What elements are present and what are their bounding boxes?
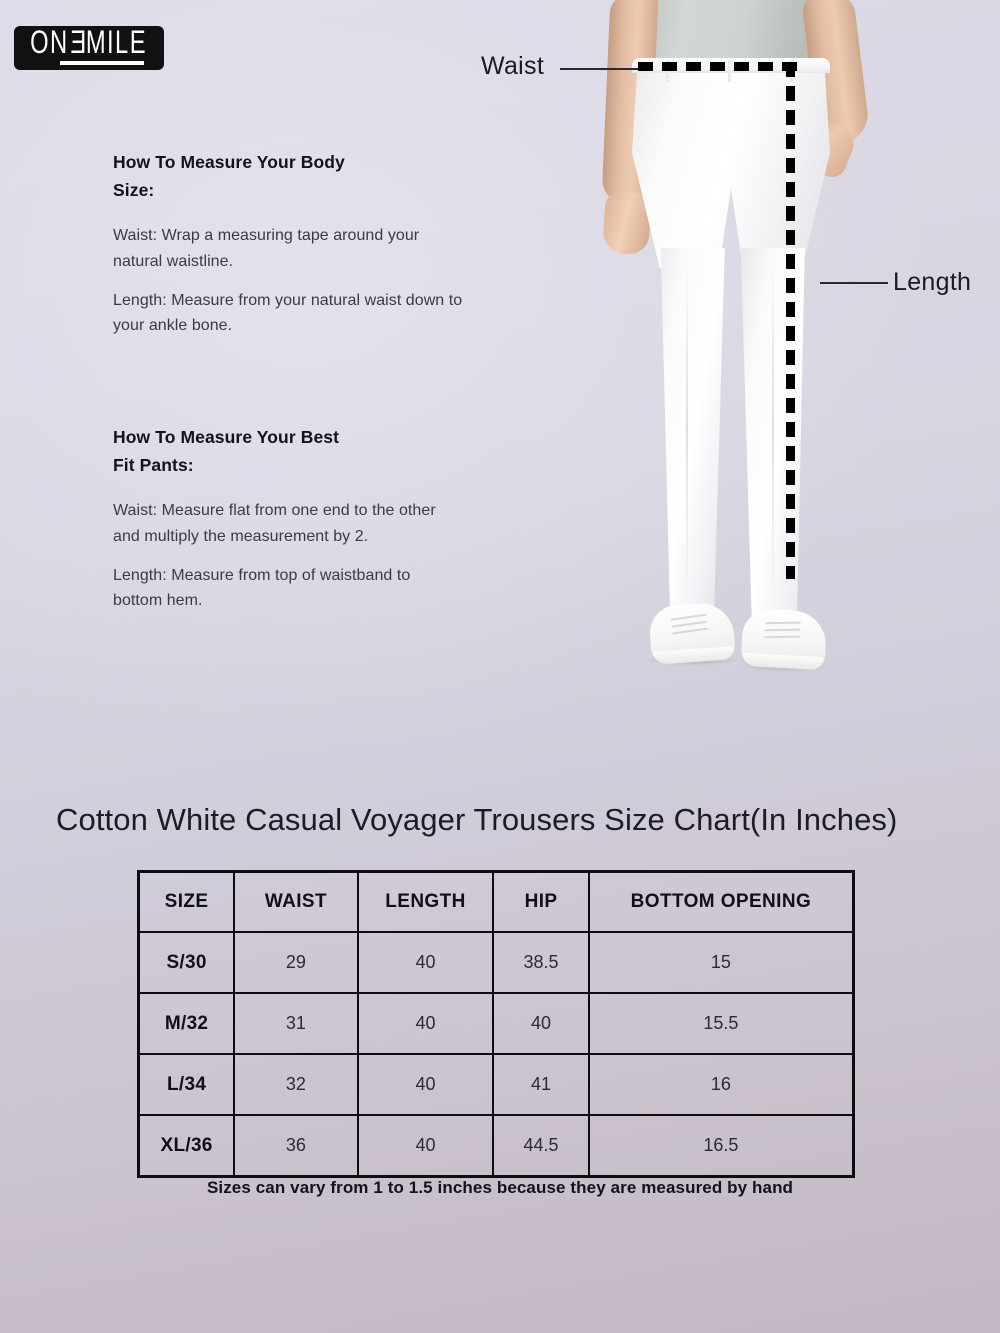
cell-size: L/34 [139, 1054, 235, 1115]
cell-size: XL/36 [139, 1115, 235, 1177]
pants-length-instruction: Length: Measure from top of waistband to bottom hem. [113, 566, 411, 610]
cell-bottom-opening: 15 [589, 932, 854, 993]
cell-length: 40 [358, 932, 494, 993]
length-leader-line [820, 282, 888, 284]
table-row [139, 932, 854, 993]
cell-waist: 29 [234, 932, 358, 993]
cell-hip: 40 [493, 993, 589, 1054]
column-header-bottom-opening: BOTTOM OPENING [589, 872, 854, 933]
cell-hip: 41 [493, 1054, 589, 1115]
waist-measurement-dashed-line [638, 62, 802, 71]
trousers-right-crease [772, 258, 774, 598]
how-to-measure-pants-section [113, 423, 463, 627]
cell-size: S/30 [139, 932, 235, 993]
fit-pants-heading [113, 423, 463, 480]
body-size-heading-line2: Size: [113, 180, 155, 201]
cell-waist: 36 [234, 1115, 358, 1177]
body-heading-spacer [113, 209, 463, 223]
cell-bottom-opening: 15.5 [589, 993, 854, 1054]
column-header-size: SIZE [139, 872, 235, 933]
cell-bottom-opening: 16.5 [589, 1115, 854, 1177]
body-size-heading [113, 148, 463, 205]
fit-pants-heading-line2: Fit Pants: [113, 455, 194, 476]
left-shoe-laces [671, 615, 708, 639]
logo-text-part2: MILE [86, 25, 148, 62]
right-shoe-laces [764, 621, 801, 645]
cell-length: 40 [358, 993, 494, 1054]
waist-annotation-label: Waist [481, 52, 545, 80]
cell-bottom-opening: 16 [589, 1054, 854, 1115]
waist-leader-line [560, 68, 642, 70]
fit-pants-heading-line1: How To Measure Your Best [113, 427, 340, 447]
brand-logo [14, 26, 164, 70]
cell-hip: 38.5 [493, 932, 589, 993]
trousers-left-crease [686, 258, 688, 598]
cell-length: 40 [358, 1115, 494, 1177]
cell-hip: 44.5 [493, 1115, 589, 1177]
length-measurement-dashed-line [786, 62, 795, 579]
cell-waist: 31 [234, 993, 358, 1054]
logo-underline [60, 61, 144, 65]
logo-text-part1: ON [30, 25, 70, 62]
cell-size: M/32 [139, 993, 235, 1054]
body-size-heading-line1: How To Measure Your Body [113, 152, 345, 172]
table-row [139, 1054, 854, 1115]
table-row [139, 1115, 854, 1177]
body-length-instruction: Length: Measure from your natural waist down to your ankle bone. [113, 291, 463, 335]
left-sneaker [648, 601, 736, 665]
pants-heading-spacer [113, 484, 463, 498]
length-annotation-label: Length [893, 268, 972, 296]
column-header-length: LENGTH [358, 872, 494, 933]
size-chart-title: Cotton White Casual Voyager Trousers Size Chart(In Inches) [56, 802, 898, 837]
trousers-right-leg [736, 248, 816, 628]
logo-flipped-e: E [69, 25, 87, 62]
cell-length: 40 [358, 1054, 494, 1115]
brand-logo-inner [27, 25, 150, 65]
model-trousers [632, 58, 830, 618]
table-row [139, 993, 854, 1054]
size-chart-table [137, 870, 855, 1178]
how-to-measure-body-section [113, 148, 463, 352]
cell-waist: 32 [234, 1054, 358, 1115]
pants-waist-instruction: Waist: Measure flat from one end to the other and multiply the measurement by 2. [113, 501, 436, 545]
trousers-left-leg [648, 248, 728, 628]
body-waist-instruction: Waist: Wrap a measuring tape around your natural waistline. [113, 226, 420, 270]
column-header-waist: WAIST [234, 872, 358, 933]
column-header-hip: HIP [493, 872, 589, 933]
brand-logo-text [30, 25, 148, 62]
size-variance-note: Sizes can vary from 1 to 1.5 inches because they are measured by hand [206, 1178, 794, 1197]
trousers-hip-section [632, 58, 830, 268]
table-header-row [139, 872, 854, 933]
right-sneaker [741, 608, 828, 670]
model-photo [560, 0, 890, 640]
